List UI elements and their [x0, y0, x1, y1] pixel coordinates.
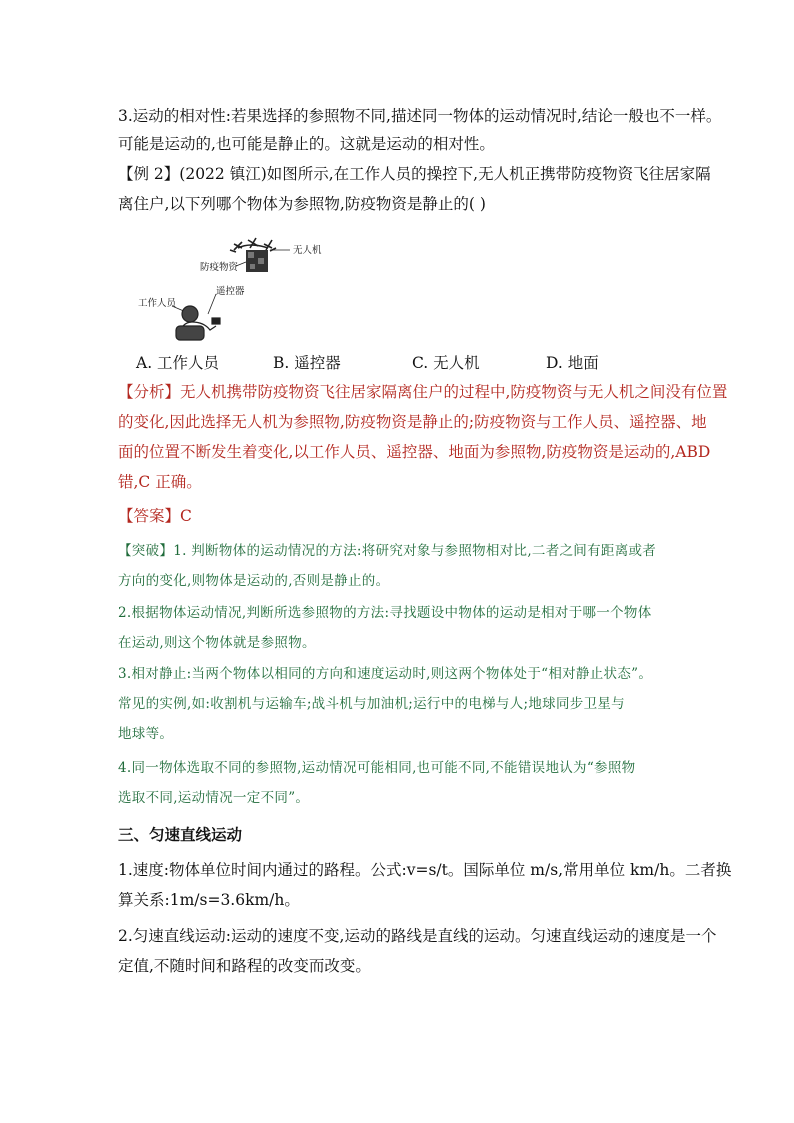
uniform-motion-line-2: 定值,不随时间和路程的改变而改变。 — [118, 957, 371, 975]
answer-line: 【答案】C — [118, 507, 192, 525]
worker-icon — [176, 306, 220, 340]
breakthrough-line-5: 3.相对静止:当两个物体以相同的方向和速度运动时,则这两个物体处于“相对静止状态”。 — [118, 666, 653, 682]
breakthrough-line-9: 选取不同,运动情况一定不同”。 — [118, 790, 310, 806]
option-b: B. 遥控器 — [273, 354, 341, 372]
option-c: C. 无人机 — [412, 354, 480, 372]
example-line-2: 离住户,以下列哪个物体为参照物,防疫物资是静止的( ) — [118, 195, 486, 213]
relativity-line-2: 可能是运动的,也可能是静止的。这就是运动的相对性。 — [118, 135, 495, 153]
breakthrough-line-3: 2.根据物体运动情况,判断所选参照物的方法:寻找题设中物体的运动是相对于哪一个物体 — [118, 605, 652, 621]
relativity-line-1: 3.运动的相对性:若果选择的参照物不同,描述同一物体的运动情况时,结论一般也不一样。 — [118, 107, 722, 125]
breakthrough-line-6: 常见的实例,如:收割机与运输车;战斗机与加油机;运行中的电梯与人;地球同步卫星与 — [118, 696, 625, 712]
drone-illustration — [130, 232, 345, 342]
drone-icon — [230, 238, 276, 252]
analysis-line-3: 面的位置不断发生着变化,以工作人员、遥控器、地面为参照物,防疫物资是运动的,ABD — [118, 443, 711, 461]
breakthrough-line-4: 在运动,则这个物体就是参照物。 — [118, 635, 316, 651]
breakthrough-line-8: 4.同一物体选取不同的参照物,运动情况可能相同,也可能不同,不能错误地认为“参照物 — [118, 760, 636, 776]
breakthrough-line-7: 地球等。 — [118, 726, 174, 742]
breakthrough-line-2: 方向的变化,则物体是运动的,否则是静止的。 — [118, 573, 390, 589]
option-d: D. 地面 — [546, 354, 599, 372]
uniform-motion-line-1: 2.匀速直线运动:运动的速度不变,运动的路线是直线的运动。匀速直线运动的速度是一个 — [118, 927, 717, 945]
analysis-line-2: 的变化,因此选择无人机为参照物,防疫物资是静止的;防疫物资与工作人员、遥控器、地 — [118, 413, 707, 431]
label-worker: 工作人员 — [138, 298, 177, 309]
analysis-line-1: 【分析】无人机携带防疫物资飞往居家隔离住户的过程中,防疫物资与无人机之间没有位置 — [118, 383, 728, 401]
label-supplies: 防疫物资 — [200, 262, 239, 273]
option-a: A. 工作人员 — [136, 354, 220, 372]
analysis-line-4: 错,C 正确。 — [118, 473, 202, 491]
speed-line-1: 1.速度:物体单位时间内通过的路程。公式:v=s/t。国际单位 m/s,常用单位 km/h。二者换 — [118, 861, 732, 879]
label-remote: 遥控器 — [216, 286, 245, 297]
breakthrough-line-1: 【突破】1. 判断物体的运动情况的方法:将研究对象与参照物相对比,二者之间有距离或者 — [118, 543, 657, 559]
supplies-box-icon — [246, 250, 268, 272]
speed-line-2: 算关系:1m/s=3.6km/h。 — [118, 891, 300, 909]
section-heading: 三、匀速直线运动 — [118, 825, 243, 844]
example-line-1: 【例 2】(2022 镇江)如图所示,在工作人员的操控下,无人机正携带防疫物资飞往居家隔 — [118, 165, 711, 183]
label-drone: 无人机 — [293, 245, 322, 256]
